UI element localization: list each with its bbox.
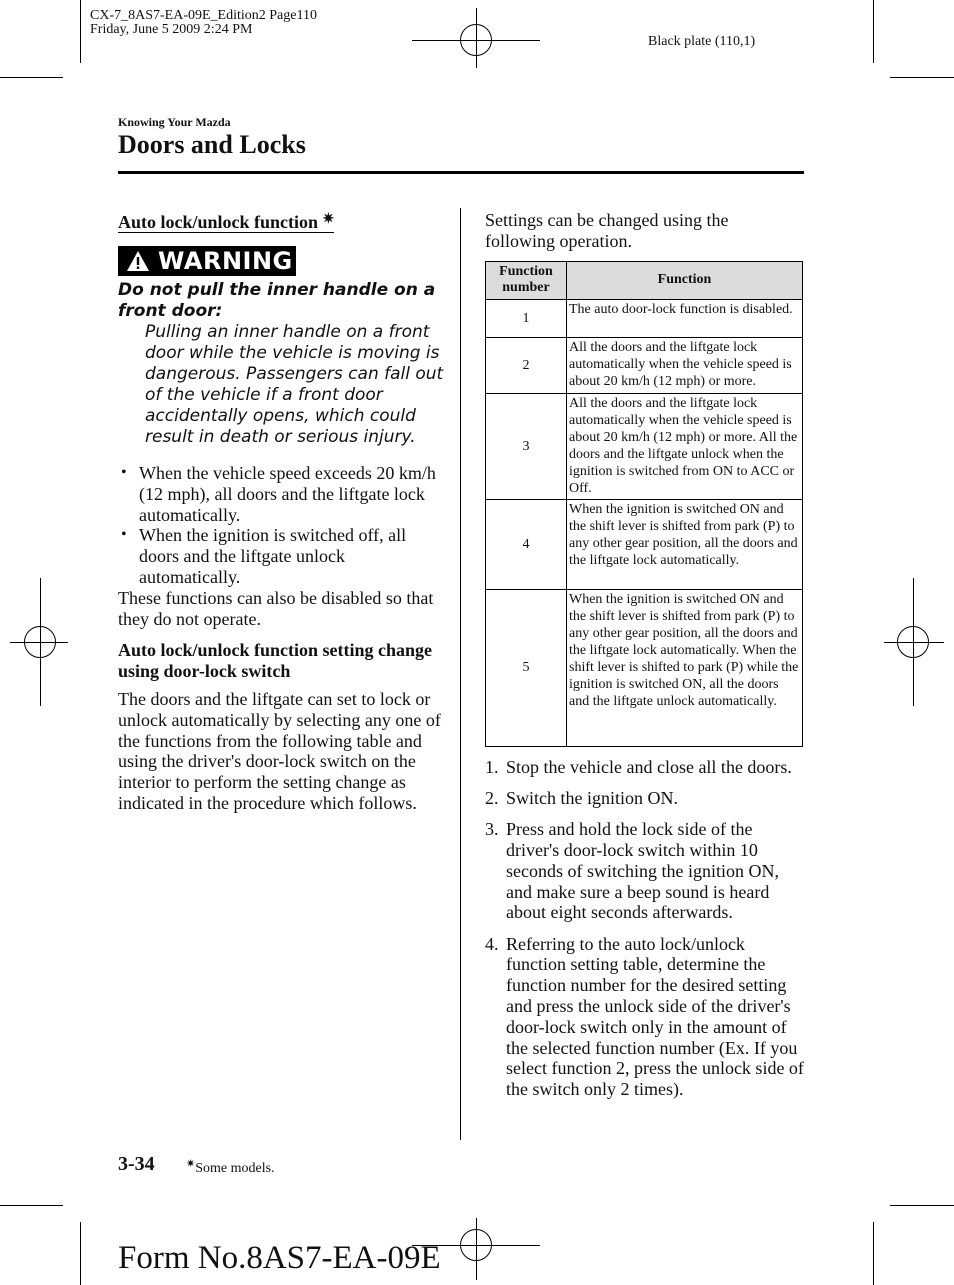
- crop-mark: [0, 77, 63, 78]
- function-number-cell: 1: [486, 299, 567, 337]
- title-rule: [118, 171, 804, 174]
- crop-mark: [873, 0, 874, 63]
- crop-mark: [890, 1205, 954, 1206]
- footnote-star-icon: ✷: [186, 1158, 196, 1170]
- page-title: Doors and Locks: [118, 130, 306, 159]
- column-divider: [460, 208, 461, 1140]
- function-number-cell: 4: [486, 499, 567, 589]
- print-file-line: CX-7_8AS7-EA-09E_Edition2 Page110: [90, 8, 317, 23]
- feature-bullets: [118, 463, 443, 588]
- print-date-line: Friday, June 5 2009 2:24 PM: [90, 22, 253, 37]
- warning-triangle-icon: [126, 250, 150, 272]
- table-header-row: [486, 261, 803, 299]
- step-text: Referring to the auto lock/unlock function setting table, determine the function number for the desired setting and press the unlock side of the driver's door-lock switch only in the amount of the selected function number (Ex. If you select function 2, press the unlock side of the switch only 2 times).: [506, 933, 804, 1100]
- table-row: [486, 589, 803, 746]
- function-number-cell: 3: [486, 393, 567, 499]
- warning-banner: [118, 246, 296, 276]
- step-text: Stop the vehicle and close all the doors.: [506, 756, 792, 777]
- subheading-auto-lock: [118, 210, 334, 233]
- step-number: 1.: [485, 756, 499, 777]
- registration-circle: [24, 626, 56, 658]
- bullet-item: • When the ignition is switched off, all doors and the liftgate unlock automatically.: [118, 525, 443, 587]
- registration-circle: [460, 1229, 492, 1261]
- step-item: [485, 788, 805, 809]
- function-desc-cell: The auto door-lock function is disabled.: [567, 299, 803, 337]
- table-row: [486, 499, 803, 589]
- header-function: Function: [567, 261, 803, 299]
- step-text: Switch the ignition ON.: [506, 787, 678, 808]
- setting-body: The doors and the liftgate can set to lock or unlock automatically by selecting any one of the functions from the following table and using the driver's door-lock switch on the interior to perform the setting change as indicated in the procedure which follows.: [118, 688, 441, 813]
- function-desc-cell: When the ignition is switched ON and the shift lever is shifted from park (P) to any other gear position, all the doors and the liftgate lock automatically. When the shift lever is shifted to park (P) while the ignition is switched ON, all the doors and the liftgate unlock automatically.: [567, 589, 803, 746]
- right-column: [485, 210, 805, 1111]
- section-kicker: Knowing Your Mazda: [118, 115, 231, 129]
- warning-heading: Do not pull the inner handle on a front door:: [118, 280, 436, 321]
- function-number-cell: 5: [486, 589, 567, 746]
- table-intro: Settings can be changed using the following operation.: [485, 210, 729, 251]
- footnote: [186, 1157, 275, 1177]
- function-desc-cell: All the doors and the liftgate lock automatically when the vehicle speed is about 20 km/h (12 mph) or more. All the doors and the liftgate unlock when the ignition is switched from ON to ACC or Off.: [567, 393, 803, 499]
- step-number: 3.: [485, 819, 499, 840]
- setting-heading: Auto lock/unlock function setting change using door-lock switch: [118, 640, 433, 682]
- function-desc-cell: All the doors and the liftgate lock automatically when the vehicle speed is about 20 km/h (12 mph) or more.: [567, 337, 803, 393]
- table-row: [486, 337, 803, 393]
- subheading-text: Auto lock/unlock function: [118, 212, 319, 232]
- plate-label: Black plate (110,1): [648, 34, 756, 49]
- crop-mark: [873, 1222, 874, 1285]
- registration-circle: [897, 626, 929, 658]
- table-row: [486, 299, 803, 337]
- warning-body: Pulling an inner handle on a front door while the vehicle is moving is dangerous. Passengers can fall out of the vehicle if a front door accidentally opens, which could result in death or serious injury.: [145, 322, 444, 447]
- crop-mark: [80, 1222, 81, 1285]
- crop-mark: [80, 0, 81, 63]
- left-column: [118, 210, 443, 814]
- crop-mark: [0, 1205, 63, 1206]
- step-number: 2.: [485, 787, 499, 808]
- crop-mark: [890, 77, 954, 78]
- page-number: 3-34: [118, 1153, 155, 1175]
- bullet-item: • When the vehicle speed exceeds 20 km/h (12 mph), all doors and the liftgate lock automatically.: [118, 463, 443, 525]
- models-star-icon: ✷: [322, 212, 335, 227]
- step-number: 4.: [485, 933, 499, 954]
- table-row: [486, 393, 803, 499]
- header-function-number: Function number: [486, 261, 567, 299]
- step-text: Press and hold the lock side of the driver's door-lock switch within 10 seconds of switching the ignition ON, and make sure a beep sound is heard about eight seconds afterwards.: [506, 819, 779, 923]
- disable-note: These functions can also be disabled so that they do not operate.: [118, 587, 434, 629]
- step-item: [485, 819, 805, 923]
- step-item: [485, 757, 805, 778]
- function-table: [485, 261, 803, 747]
- function-desc-cell: When the ignition is switched ON and the shift lever is shifted from park (P) to any other gear position, all the doors and the liftgate lock automatically.: [567, 499, 803, 589]
- procedure-steps: [485, 757, 805, 1100]
- step-item: [485, 934, 805, 1100]
- footnote-text: Some models.: [195, 1161, 275, 1176]
- function-number-cell: 2: [486, 337, 567, 393]
- warning-label: WARNING: [158, 246, 293, 275]
- registration-circle: [460, 24, 492, 56]
- form-number: Form No.8AS7-EA-09E: [118, 1240, 441, 1276]
